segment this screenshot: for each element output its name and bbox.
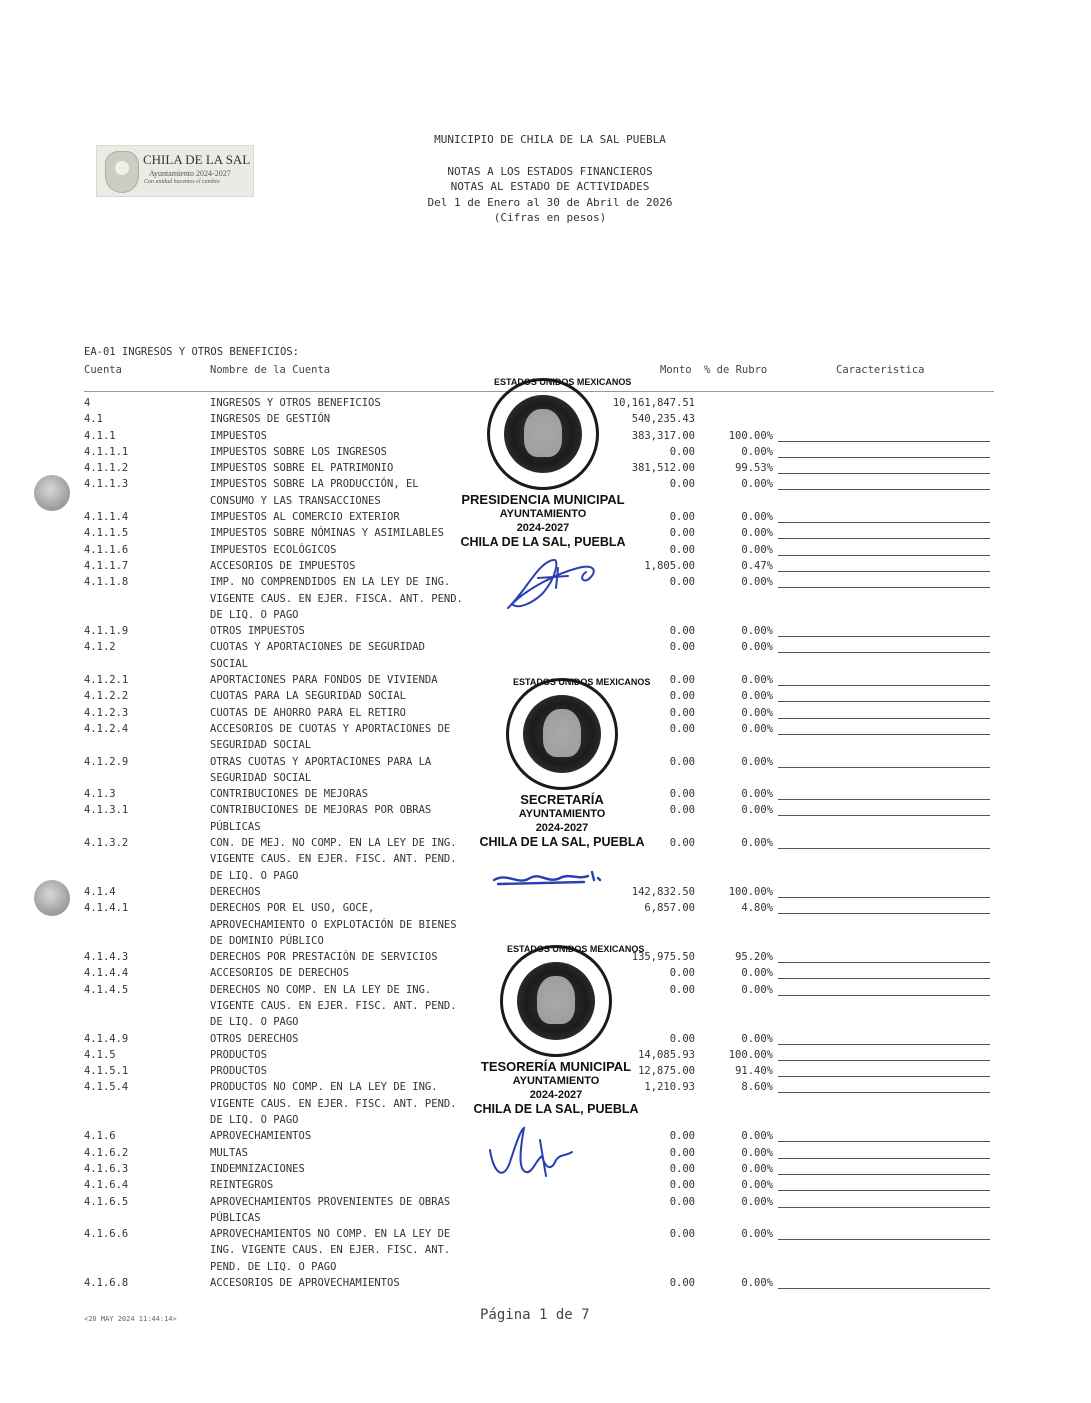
caracteristica-blank-line: [778, 571, 990, 572]
stamp-sub2: 2024-2027: [535, 822, 589, 834]
table-row: [0, 1194, 1091, 1227]
cell-cuenta: 4.1.4: [84, 885, 116, 898]
cell-pct: 0.00%: [741, 983, 773, 996]
caracteristica-blank-line: [778, 1190, 990, 1191]
stamp-place: CHILA DE LA SAL, PUEBLA: [479, 835, 645, 849]
cell-nombre: DERECHOS: [210, 885, 261, 898]
cell-monto: 0.00: [669, 1179, 695, 1192]
cell-pct: 0.00%: [741, 755, 773, 768]
punch-hole: [34, 880, 70, 916]
caracteristica-blank-line: [778, 701, 990, 702]
stamp-sub1: AYUNTAMIENTO: [518, 808, 606, 820]
cell-cuenta: 4.1.6.8: [84, 1277, 129, 1290]
cell-cuenta: 4.1.6.3: [84, 1162, 129, 1175]
cell-monto: 1,210.93: [644, 1081, 695, 1094]
cell-cuenta: 4: [84, 397, 91, 409]
cell-cuenta: 4.1.2.9: [84, 755, 129, 768]
cell-monto: 0.00: [669, 837, 695, 850]
column-header-caracteristica: Caracteristica: [836, 364, 925, 376]
cell-cuenta: 4.1.4.9: [84, 1032, 129, 1045]
column-header-pct: % de Rubro: [704, 364, 768, 376]
cell-nombre: DERECHOS POR PRESTACIÓN DE SERVICIOS: [210, 951, 438, 964]
stamp-secretaria: [467, 678, 657, 850]
table-row: [0, 639, 1091, 672]
cell-monto: 0.00: [669, 722, 695, 735]
cell-cuenta: 4.1.3.2: [84, 837, 129, 850]
caracteristica-blank-line: [778, 995, 990, 996]
signature-secretario: [488, 858, 608, 894]
stamp-sub2: 2024-2027: [529, 1089, 583, 1101]
cell-nombre: OTROS DERECHOS: [210, 1032, 299, 1045]
cell-pct: 0.00%: [741, 788, 773, 801]
caracteristica-blank-line: [778, 1141, 990, 1142]
cell-nombre: DERECHOS NO COMP. EN LA LEY DE ING. VIGENTE CAUS. EN EJER. FISC. ANT. PEND. DE LIQ. O PAGO: [210, 983, 457, 1029]
signature-tesorero: [480, 1120, 590, 1190]
cell-monto: 0.00: [669, 576, 695, 589]
cell-nombre: ACCESORIOS DE CUOTAS Y APORTACIONES DE SEGURIDAD SOCIAL: [210, 722, 451, 752]
stamp-presidencia: [448, 378, 638, 550]
header-entity: MUNICIPIO DE CHILA DE LA SAL PUEBLA: [434, 133, 666, 146]
stamp-place: CHILA DE LA SAL, PUEBLA: [460, 535, 626, 549]
header-period: Del 1 de Enero al 30 de Abril de 2026: [427, 196, 673, 209]
header-title-2: NOTAS AL ESTADO DE ACTIVIDADES: [450, 180, 650, 193]
cell-monto: 0.00: [669, 706, 695, 719]
caracteristica-blank-line: [778, 962, 990, 963]
cell-nombre: ACCESORIOS DE DERECHOS: [210, 967, 350, 980]
cell-pct: 100.00%: [728, 885, 773, 898]
table-row: [0, 1275, 1091, 1291]
cell-nombre: IMPUESTOS: [210, 429, 267, 442]
column-header-monto: Monto: [660, 364, 692, 376]
cell-monto: 0.00: [669, 1162, 695, 1175]
cell-nombre: APROVECHAMIENTOS NO COMP. EN LA LEY DE ING. VIGENTE CAUS. EN EJER. FISC. ANT. PEND. DE LIQ. O PAGO: [210, 1228, 451, 1273]
caracteristica-blank-line: [778, 1076, 990, 1077]
punch-hole: [34, 475, 70, 511]
cell-nombre: PRODUCTOS NO COMP. EN LA LEY DE ING. VIGENTE CAUS. EN EJER. FISC. ANT. PEND. DE LIQ. O PAGO: [210, 1081, 457, 1127]
stamp-title: TESORERÍA MUNICIPAL: [480, 1059, 632, 1074]
cell-nombre: IMPUESTOS SOBRE LA PRODUCCIÓN, EL CONSUMO Y LAS TRANSACCIONES: [210, 478, 419, 507]
cell-pct: 0.00%: [741, 837, 773, 850]
cell-pct: 0.00%: [741, 967, 773, 980]
caracteristica-blank-line: [778, 587, 990, 588]
cell-cuenta: 4.1.1.3: [84, 478, 129, 491]
cell-monto: 10,161,847.51: [612, 397, 695, 409]
signature-presidente: [498, 548, 610, 618]
cell-cuenta: 4.1.2.3: [84, 706, 129, 719]
national-seal-icon: [487, 377, 632, 490]
caracteristica-blank-line: [778, 685, 990, 686]
cell-monto: 0.00: [669, 641, 695, 654]
column-header-nombre: Nombre de la Cuenta: [210, 364, 331, 376]
cell-pct: 100.00%: [728, 1048, 773, 1061]
cell-monto: 381,512.00: [631, 462, 695, 475]
cell-monto: 0.00: [669, 674, 695, 687]
cell-pct: 0.00%: [741, 511, 773, 524]
cell-pct: 0.00%: [741, 1032, 773, 1045]
cell-nombre: IMPUESTOS SOBRE NÓMINAS Y ASIMILABLES: [210, 527, 444, 540]
cell-nombre: CUOTAS PARA LA SEGURIDAD SOCIAL: [210, 690, 406, 703]
cell-monto: 0.00: [669, 527, 695, 540]
section-title: EA-01 INGRESOS Y OTROS BENEFICIOS:: [84, 346, 299, 358]
cell-nombre: REINTEGROS: [210, 1179, 274, 1192]
cell-pct: 0.00%: [741, 527, 773, 540]
cell-nombre: CUOTAS Y APORTACIONES DE SEGURIDAD SOCIAL: [210, 641, 425, 670]
stamp-sub2: 2024-2027: [516, 522, 570, 534]
logo-motto: Con unidad hacemos el cambio: [144, 179, 220, 185]
cell-pct: 0.00%: [741, 641, 773, 654]
cell-nombre: APROVECHAMIENTOS: [210, 1130, 312, 1143]
cell-pct: 0.00%: [741, 722, 773, 735]
cell-pct: 0.00%: [741, 478, 773, 491]
cell-pct: 0.00%: [741, 1130, 773, 1143]
cell-nombre: APROVECHAMIENTOS PROVENIENTES DE OBRAS PÚBLICAS: [210, 1195, 451, 1224]
stamp-sub1: AYUNTAMIENTO: [499, 508, 587, 520]
cell-monto: 6,857.00: [644, 902, 695, 915]
cell-cuenta: 4.1.6.5: [84, 1195, 129, 1208]
caracteristica-blank-line: [778, 489, 990, 490]
cell-nombre: DERECHOS POR EL USO, GOCE, APROVECHAMIENTO O EXPLOTACIÓN DE BIENES DE DOMINIO PÚBLICO: [210, 902, 457, 947]
national-seal-icon: [506, 677, 651, 790]
caracteristica-blank-line: [778, 1092, 990, 1093]
national-seal-icon: [500, 944, 645, 1057]
cell-nombre: IMPUESTOS AL COMERCIO EXTERIOR: [210, 511, 400, 524]
cell-cuenta: 4.1.1: [84, 429, 116, 442]
cell-cuenta: 4.1.6.2: [84, 1146, 129, 1159]
cell-cuenta: 4.1.2: [84, 641, 116, 654]
caracteristica-blank-line: [778, 636, 990, 637]
footer-timestamp: <20 MAY 2024 11:44:14>: [84, 1315, 177, 1323]
cell-cuenta: 4.1.2.4: [84, 722, 129, 735]
cell-pct: 0.47%: [741, 559, 773, 572]
cell-cuenta: 4.1: [84, 413, 103, 426]
cell-pct: 99.53%: [735, 462, 773, 475]
cell-monto: 0.00: [669, 755, 695, 768]
cell-nombre: IMPUESTOS SOBRE EL PATRIMONIO: [210, 462, 394, 475]
caracteristica-blank-line: [778, 1207, 990, 1208]
cell-cuenta: 4.1.6.4: [84, 1179, 129, 1192]
cell-monto: 0.00: [669, 1146, 695, 1159]
stamp-arc-text: ESTADOS UNIDOS MEXICANOS: [494, 377, 632, 387]
cell-nombre: CONTRIBUCIONES DE MEJORAS POR OBRAS PÚBLICAS: [210, 804, 432, 833]
cell-monto: 0.00: [669, 1228, 695, 1241]
cell-pct: 0.00%: [741, 576, 773, 589]
cell-monto: 0.00: [669, 1130, 695, 1143]
cell-monto: 0.00: [669, 1032, 695, 1045]
cell-nombre: ACCESORIOS DE APROVECHAMIENTOS: [210, 1277, 400, 1290]
cell-pct: 4.80%: [741, 902, 773, 915]
stamp-title: SECRETARÍA: [520, 792, 604, 807]
cell-pct: 0.00%: [741, 1195, 773, 1208]
cell-cuenta: 4.1.6: [84, 1130, 116, 1143]
cell-pct: 0.00%: [741, 706, 773, 719]
cell-monto: 0.00: [669, 983, 695, 996]
caracteristica-blank-line: [778, 555, 990, 556]
cell-nombre: APORTACIONES PARA FONDOS DE VIVIENDA: [210, 674, 438, 687]
caracteristica-blank-line: [778, 457, 990, 458]
cell-pct: 0.00%: [741, 674, 773, 687]
cell-monto: 1,805.00: [644, 559, 695, 572]
cell-cuenta: 4.1.1.9: [84, 625, 129, 638]
table-row: [0, 900, 1091, 949]
column-header-cuenta: Cuenta: [84, 364, 122, 376]
cell-nombre: INGRESOS DE GESTIÓN: [210, 413, 331, 426]
caracteristica-blank-line: [778, 1044, 990, 1045]
cell-monto: 383,317.00: [631, 429, 695, 442]
cell-pct: 0.00%: [741, 445, 773, 458]
cell-monto: 0.00: [669, 788, 695, 801]
caracteristica-blank-line: [778, 815, 990, 816]
cell-pct: 0.00%: [741, 1277, 773, 1290]
stamp-place: CHILA DE LA SAL, PUEBLA: [473, 1102, 639, 1116]
caracteristica-blank-line: [778, 441, 990, 442]
cell-nombre: OTRAS CUOTAS Y APORTACIONES PARA LA SEGURIDAD SOCIAL: [210, 755, 432, 784]
caracteristica-blank-line: [778, 1174, 990, 1175]
cell-monto: 0.00: [669, 967, 695, 980]
cell-cuenta: 4.1.3: [84, 788, 116, 801]
cell-monto: 12,875.00: [638, 1065, 695, 1078]
cell-monto: 0.00: [669, 511, 695, 524]
caracteristica-blank-line: [778, 718, 990, 719]
stamp-tesoreria: [456, 945, 656, 1117]
caracteristica-blank-line: [778, 652, 990, 653]
cell-nombre: CUOTAS DE AHORRO PARA EL RETIRO: [210, 706, 406, 719]
cell-cuenta: 4.1.1.7: [84, 559, 129, 572]
cell-pct: 0.00%: [741, 1162, 773, 1175]
cell-nombre: CONTRIBUCIONES DE MEJORAS: [210, 788, 369, 801]
cell-nombre: OTROS IMPUESTOS: [210, 625, 305, 638]
cell-pct: 0.00%: [741, 1228, 773, 1241]
cell-cuenta: 4.1.4.1: [84, 902, 129, 915]
cell-cuenta: 4.1.3.1: [84, 804, 129, 817]
cell-nombre: IMPUESTOS ECOLÓGICOS: [210, 543, 337, 556]
caracteristica-blank-line: [778, 734, 990, 735]
header-units: (Cifras en pesos): [493, 211, 607, 224]
cell-nombre: INDEMNIZACIONES: [210, 1162, 305, 1175]
page-number: Página 1 de 7: [480, 1307, 590, 1323]
cell-nombre: IMP. NO COMPRENDIDOS EN LA LEY DE ING. VIGENTE CAUS. EN EJER. FISCA. ANT. PEND. DE LIQ. O PAGO: [210, 576, 463, 621]
cell-cuenta: 4.1.4.4: [84, 967, 129, 980]
caracteristica-blank-line: [778, 538, 990, 539]
cell-monto: 0.00: [669, 543, 695, 556]
caracteristica-blank-line: [778, 848, 990, 849]
cell-monto: 14,085.93: [638, 1048, 695, 1061]
cell-cuenta: 4.1.1.5: [84, 527, 129, 540]
cell-monto: 135,975.50: [631, 951, 695, 964]
stamp-title: PRESIDENCIA MUNICIPAL: [461, 492, 625, 507]
stamp-arc-text: ESTADOS UNIDOS MEXICANOS: [507, 944, 645, 954]
cell-cuenta: 4.1.1.8: [84, 576, 129, 589]
cell-monto: 0.00: [669, 478, 695, 491]
cell-cuenta: 4.1.2.2: [84, 690, 129, 703]
cell-nombre: INGRESOS Y OTROS BENEFICIOS: [210, 397, 381, 409]
cell-pct: 8.60%: [741, 1081, 773, 1094]
stamp-arc-text: ESTADOS UNIDOS MEXICANOS: [513, 677, 651, 687]
cell-pct: 0.00%: [741, 1179, 773, 1192]
cell-pct: 95.20%: [735, 951, 773, 964]
caracteristica-blank-line: [778, 1239, 990, 1240]
cell-monto: 0.00: [669, 1195, 695, 1208]
caracteristica-blank-line: [778, 1060, 990, 1061]
cell-monto: 0.00: [669, 625, 695, 638]
caracteristica-blank-line: [778, 897, 990, 898]
cell-cuenta: 4.1.4.3: [84, 951, 129, 964]
caracteristica-blank-line: [778, 522, 990, 523]
cell-cuenta: 4.1.1.6: [84, 543, 129, 556]
cell-monto: 0.00: [669, 804, 695, 817]
cell-nombre: PRODUCTOS: [210, 1065, 267, 1078]
header-title-1: NOTAS A LOS ESTADOS FINANCIEROS: [447, 165, 653, 178]
table-row: [0, 1226, 1091, 1275]
cell-cuenta: 4.1.5.1: [84, 1065, 129, 1078]
cell-pct: 91.40%: [735, 1065, 773, 1078]
cell-nombre: CON. DE MEJ. NO COMP. EN LA LEY DE ING. VIGENTE CAUS. EN EJER. FISC. ANT. PEND. DE LIQ. O PAGO: [210, 837, 457, 882]
cell-nombre: IMPUESTOS SOBRE LOS INGRESOS: [210, 445, 388, 458]
cell-cuenta: 4.1.1.1: [84, 445, 129, 458]
cell-nombre: ACCESORIOS DE IMPUESTOS: [210, 559, 356, 572]
caracteristica-blank-line: [778, 473, 990, 474]
cell-cuenta: 4.1.2.1: [84, 674, 129, 687]
cell-pct: 0.00%: [741, 625, 773, 638]
cell-cuenta: 4.1.5: [84, 1048, 116, 1061]
cell-monto: 0.00: [669, 445, 695, 458]
cell-monto: 142,832.50: [631, 885, 695, 898]
stamp-sub1: AYUNTAMIENTO: [512, 1075, 600, 1087]
table-row: [0, 623, 1091, 639]
cell-nombre: PRODUCTOS: [210, 1048, 267, 1061]
logo-period: Ayuntamiento 2024-2027: [149, 169, 231, 178]
cell-monto: 540,235.43: [631, 413, 695, 426]
cell-cuenta: 4.1.5.4: [84, 1081, 129, 1094]
cell-pct: 0.00%: [741, 804, 773, 817]
caracteristica-blank-line: [778, 799, 990, 800]
cell-pct: 100.00%: [728, 429, 773, 442]
cell-pct: 0.00%: [741, 543, 773, 556]
caracteristica-blank-line: [778, 767, 990, 768]
cell-cuenta: 4.1.1.2: [84, 462, 129, 475]
cell-cuenta: 4.1.6.6: [84, 1228, 129, 1241]
caracteristica-blank-line: [778, 913, 990, 914]
cell-cuenta: 4.1.4.5: [84, 983, 129, 996]
cell-nombre: MULTAS: [210, 1146, 248, 1159]
cell-pct: 0.00%: [741, 1146, 773, 1159]
cell-monto: 0.00: [669, 1277, 695, 1290]
municipality-logo: [96, 145, 254, 197]
caracteristica-blank-line: [778, 978, 990, 979]
cell-cuenta: 4.1.1.4: [84, 511, 129, 524]
coat-of-arms-icon: [105, 151, 139, 193]
cell-monto: 0.00: [669, 690, 695, 703]
cell-pct: 0.00%: [741, 690, 773, 703]
caracteristica-blank-line: [778, 1288, 990, 1289]
caracteristica-blank-line: [778, 1158, 990, 1159]
logo-name: CHILA DE LA SAL: [143, 152, 251, 167]
